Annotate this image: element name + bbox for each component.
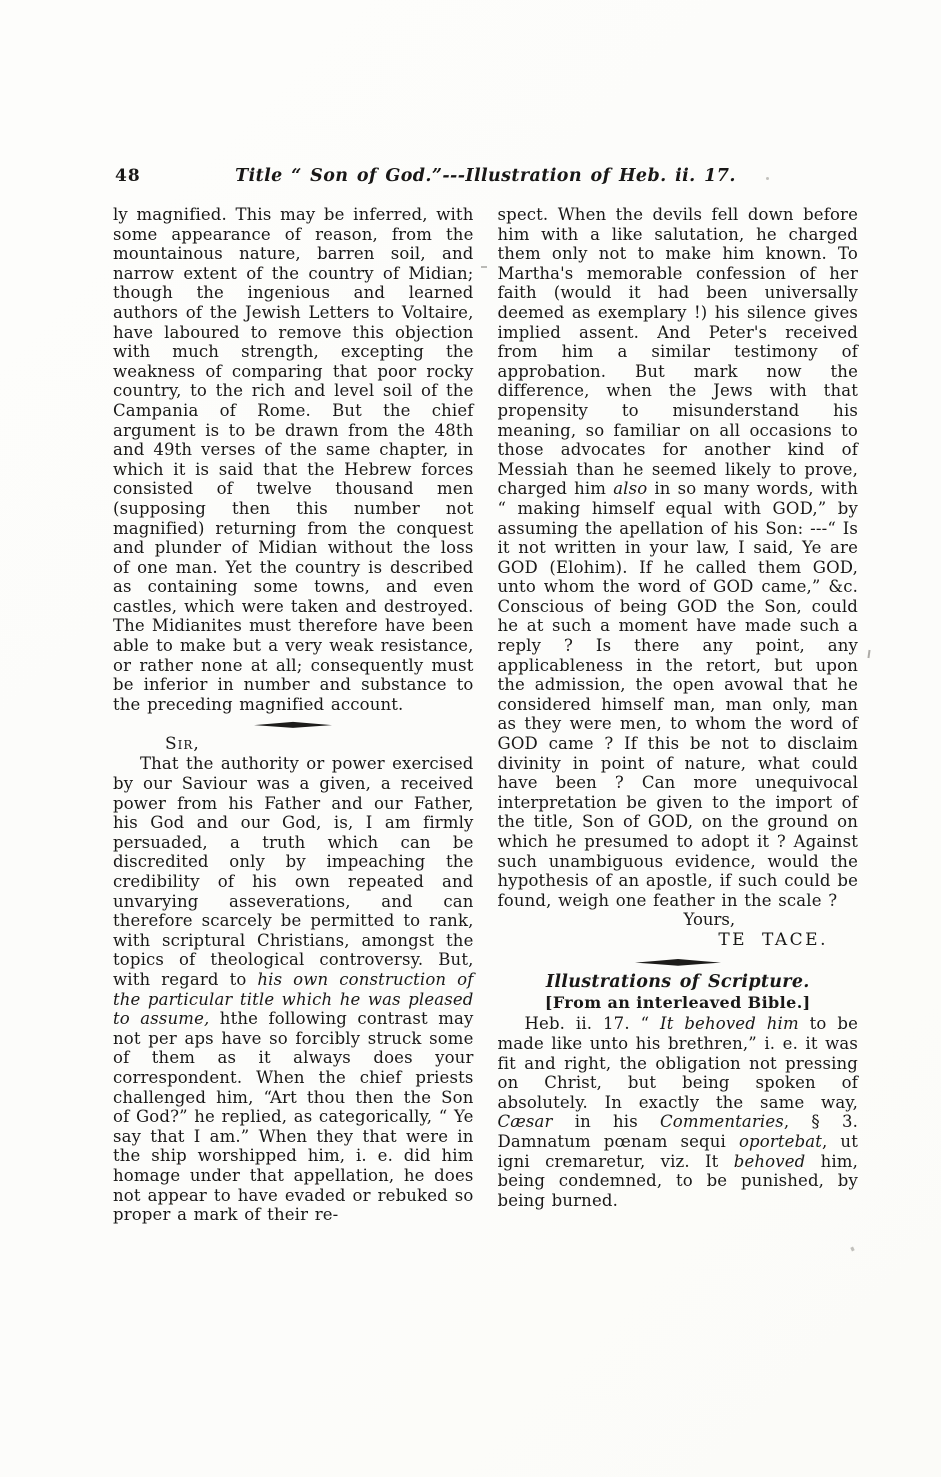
right-column xyxy=(498,205,859,1210)
scan-speckle xyxy=(766,177,769,180)
section-separator xyxy=(113,721,474,729)
text-run: his own construction of the particular title which he was pleased to assume, xyxy=(113,969,474,1029)
page-header xyxy=(113,166,858,190)
section-source: [From an interleaved Bible.] xyxy=(544,993,811,1013)
text-run: Heb. ii. 17. “ xyxy=(524,1014,661,1034)
swelled-rule-icon xyxy=(635,958,721,967)
text-run: to be made like unto his brethren,” i. e. it was fit and right, the obligation not pressing on Christ, but being spoken of absolutely. In exactly the same way, xyxy=(497,1014,859,1112)
letter-paragraph-continuation xyxy=(498,205,859,910)
text-run: in so many words, with “ making himself equal with GOD,” by assuming the apellation of his Son: ---“ Is it not written in your law, I said, Ye are GOD (Elohim). If he called them GOD, unto whom the word of GOD came,” &c. Conscious of being GOD the Son, could he at such a moment have made such a reply ? Is there any point, any applicableness in the retort, but upon the admission, the open avowal that he considered himself man, man only, man as they were men, to whom the word of GOD came ? If this be not to disclaim divinity in point of nature, what could have been ? Can more unequivocal interpretation be given to the import of the title, Son of GOD, on the ground on which he presumed to adopt it ? Against such unambiguous evidence, would the hypothesis of an apostle, if such could be found, weigh one feather in the scale ? xyxy=(497,479,858,910)
text-run: in his xyxy=(552,1112,660,1132)
section-heading: Illustrations of Scripture. xyxy=(545,972,810,993)
text-run: , ut igni cremaretur, viz. It xyxy=(497,1131,858,1171)
letter-paragraph xyxy=(113,754,474,1224)
text-run: behoved xyxy=(733,1151,806,1171)
scripture-paragraph xyxy=(498,1014,859,1210)
salutation: Sir, xyxy=(165,734,200,755)
left-column xyxy=(113,205,474,1225)
text-run: also xyxy=(613,479,648,499)
text-run: It behoved him xyxy=(660,1014,799,1034)
page-title: Title “ Son of God.”---Illustration of Heb. ii. 17. xyxy=(235,166,736,186)
section-separator xyxy=(498,958,859,967)
text-run: hthe following contrast may not per aps have so forcibly struck some of them as it always does your correspondent. When the chief priests challenged him, “Art thou then the Son of God?” he replied, as categorically, “ Ye say that I am.” When they that were in the ship worshipped him, i. e. did him homage under that appellation, he does not appear to have evaded or rebuked so proper a mark of their re- xyxy=(113,1009,474,1225)
text-run: oportebat xyxy=(738,1131,823,1151)
page-number: 48 xyxy=(115,166,141,186)
text-run: That the authority or power exercised by our Saviour was a given, a received power from his Father and our Father, his God and our God, is, I am firmly persuaded, a truth which can be discredited only by impeaching the credibility of his own repeated and unvarying asseverations, and can therefore scarcely be permitted to rank, with scriptural Christians, amongst the topics of theological controversy. But, with regard to xyxy=(113,754,474,989)
signature: TE TACE. xyxy=(718,930,828,951)
text-run: spect. When the devils fell down before him with a like salutation, he charged them only not to make him known. To Martha's memorable confession of her faith (would it had been universally deemed as exemplary !) his silence gives implied assent. And Peter's received from him a similar testimony of approbation. But mark now the difference, when the Jews with that propensity to misunderstand his meaning, so familiar on all occasions to those advocates for another kind of Messiah than he seemed likely to prove, charged him xyxy=(497,205,858,499)
text-run: Cæsar xyxy=(497,1112,553,1132)
two-column-layout xyxy=(113,205,858,1225)
text-run: him, being condemned, to be punished, by being burned. xyxy=(497,1151,858,1210)
text-run: Commentaries xyxy=(659,1112,784,1132)
text-run: , § 3. Damnatum pœnam sequi xyxy=(497,1112,858,1151)
paragraph-continuation: ly magnified. This may be inferred, with some appearance of reason, from the mountainous nature, barren soil, and narrow extent of the country of Midian; though the ingenious and learned authors of the Jewish Letters to Voltaire, have laboured to remove this objection with much strength, excepting the weakness of comparing that poor rocky country, to the rich and level soil of the Campania of Rome. But the chief argument is to be drawn from the 48th and 49th verses of the same chapter, in which it is said that the Hebrew forces consisted of twelve thousand men (supposing then this number not magnified) returning from the conquest and plunder of Midian without the loss of one man. Yet the country is described as containing some towns, and even castles, which were taken and destroyed. The Midianites must therefore have been able to make but a very weak resistance, or rather none at all; consequently must be inferior in number and substance to the preceding magnified account. xyxy=(113,205,474,714)
scan-speckle xyxy=(481,266,487,268)
scan-speckle xyxy=(867,650,870,658)
scan-speckle xyxy=(850,1247,854,1252)
swelled-rule-icon xyxy=(254,721,332,729)
valediction: Yours, xyxy=(683,910,736,930)
